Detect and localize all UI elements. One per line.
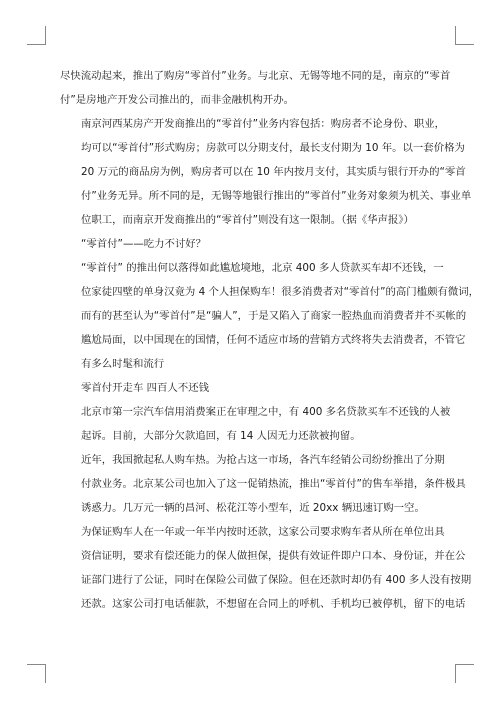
text-line: 付款业务。北京某公司也加入了这一促销热流，推出“零首付”的售车举措，条件极具 bbox=[81, 478, 466, 490]
text-line: 资信证明，要求有偿还能力的保人做担保，提供有效证件即户口本、身份证，并在公 bbox=[81, 550, 466, 562]
section-heading bbox=[60, 232, 442, 256]
text-line: 尴尬局面，以中国现在的国情，任何不适应市场的营销方式终将失去消费者，不管它 bbox=[81, 334, 466, 346]
text-line: 付”是房地产开发公司推出的，而非金融机构开办。 bbox=[60, 94, 294, 106]
paragraph bbox=[60, 448, 466, 520]
text-line: 还款。这家公司打电话催款，不想留在合同上的呼机、手机均已被停机，留下的电话 bbox=[81, 598, 466, 610]
document-body bbox=[60, 64, 480, 616]
text-line: 北京市第一宗汽车信用消费案正在审理之中，有 400 多名贷款买车不还钱的人被 bbox=[81, 406, 451, 418]
text-line: 20 万元的商品房为例，购房者可以在 10 年内按月支付，其实质与银行开办的“零首 bbox=[81, 166, 466, 178]
text-line: 近年，我国掀起私人购车热。为抢占这一市场，各汽车经销公司纷纷推出了分期 bbox=[81, 454, 445, 466]
text-line: 位家徒四壁的单身汉竟为 4 个人担保购车！很多消费者对“零首付”的高门槛颇有微词， bbox=[81, 286, 480, 298]
paragraph bbox=[60, 520, 472, 616]
paragraph bbox=[60, 400, 451, 448]
text-line: 位职工，而南京开发商推出的“零首付”则没有这一限制。（据《华声报》） bbox=[81, 214, 414, 226]
paragraph bbox=[60, 112, 472, 232]
text-line: 为保证购车人在一年或一年半内按时还款，这家公司要求购车者从所在单位出具 bbox=[81, 526, 445, 538]
text-line: 有多么时髦和流行 bbox=[81, 358, 165, 370]
text-line: “零首付”——吃力不讨好？ bbox=[81, 238, 207, 250]
crop-mark-top-right bbox=[455, 26, 474, 45]
text-line: 付”业务无异。所不同的是，无锡等地银行推出的“零首付”业务对象须为机关、事业单 bbox=[81, 190, 472, 202]
text-line: 均可以“零首付”形式购房；房款可以分期支付，最长支付期为 10 年。以一套价格为 bbox=[81, 142, 465, 154]
paragraph bbox=[60, 256, 480, 376]
crop-mark-bottom-right bbox=[455, 664, 474, 683]
text-line: 南京河西某房产开发商推出的“零首付”业务内容包括：购房者不论身份、职业， bbox=[81, 118, 446, 130]
text-line: 零首付开走车 四百人不还钱 bbox=[81, 382, 209, 394]
paragraph bbox=[60, 64, 451, 112]
text-line: “零首付” 的推出何以落得如此尴尬境地，北京 400 多人贷款买车却不还钱，一 bbox=[81, 262, 444, 274]
text-line: 诱惑力。几万元一辆的昌河、松花江等小型车，近 20xx 辆迅速订购一空。 bbox=[81, 502, 425, 514]
text-line: 证部门进行了公证，同时在保险公司做了保险。但在还款时却仍有 400 多人没有按期 bbox=[81, 574, 472, 586]
text-line: 尽快流动起来，推出了购房“零首付”业务。与北京、无锡等地不同的是，南京的“零首 bbox=[60, 70, 451, 82]
crop-mark-bottom-left bbox=[27, 664, 46, 683]
text-line: 起诉。目前，大部分欠款追回，有 14 人因无力还款被拘留。 bbox=[81, 430, 361, 442]
section-heading bbox=[60, 376, 442, 400]
crop-mark-top-left bbox=[27, 26, 46, 45]
text-line: 而有的甚至认为“零首付”是“骗人”，于是又陷入了商家一腔热血而消费者并不买帐的 bbox=[81, 310, 467, 322]
